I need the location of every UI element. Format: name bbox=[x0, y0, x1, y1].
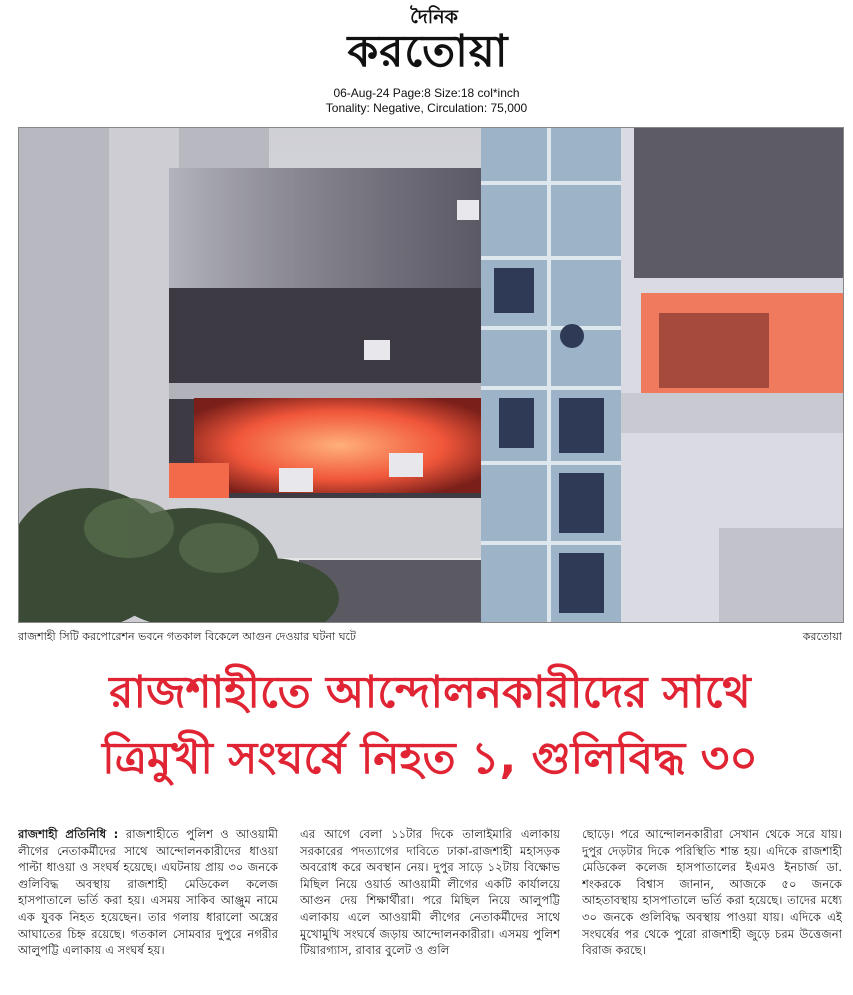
photo-caption: রাজশাহী সিটি করপোরেশন ভবনে গতকাল বিকেলে আগুন দেওয়ার ঘটনা ঘটে bbox=[18, 630, 356, 643]
tonality-info: Tonality: Negative, Circulation: 75,000 bbox=[325, 101, 528, 115]
photo-caption-row bbox=[18, 629, 842, 645]
article-body bbox=[18, 826, 842, 992]
burning-building-illustration bbox=[19, 128, 843, 622]
headline-line-1: রাজশাহীতে আন্দোলনকারীদের সাথে bbox=[109, 667, 751, 718]
clip-info: 06-Aug-24 Page:8 Size:18 col*inch bbox=[333, 86, 520, 100]
newspaper-logo: করতোয়া bbox=[347, 26, 509, 77]
dateline: রাজশাহী প্রতিনিধি : bbox=[18, 827, 126, 841]
newspaper-name-prefix: দৈনিক bbox=[410, 6, 458, 28]
headline bbox=[18, 660, 842, 792]
masthead bbox=[0, 0, 853, 118]
article-column-1 bbox=[18, 826, 278, 992]
column-1-text: রাজশাহীতে পুলিশ ও আওয়ামী লীগের নেতাকর্মীদের সাথে আন্দোলনকারীদের ধাওয়া পাল্টা ধাওয়া ও সংঘর্ষ হয়েছে। এঘটনায় প্রায় ৩০ জনকে গুলিবিদ্ধ অবস্থায় রাজশাহী মেডিকেল কলেজ হাসপাতালে ভর্তি করা হয়। এসময় সাকিব আঞ্জুম নামে এক যুবক নিহত হয়েছেন। তার গলায় ধারালো অস্ত্রের আঘাতের চিহ্ন রয়েছে। গতকাল সোমবার দুপুরে নগরীর আলুপট্টি এলাকায় এ সংঘর্ষ হয়। bbox=[18, 827, 278, 958]
headline-line-2: ত্রিমুখী সংঘর্ষে নিহত ১, গুলিবিদ্ধ ৩০ bbox=[102, 733, 758, 784]
article-column-2: এর আগে বেলা ১১টার দিকে তালাইমারি এলাকায় সরকারের পদত্যাগের দাবিতে ঢাকা-রাজশাহী মহাসড়ক অবরোধ করে অবস্থান নেয়। দুপুর সাড়ে ১২টায় বিক্ষোভ মিছিল নিয়ে ওয়ার্ড আওয়ামী লীগের একটি কার্যালয়ে আগুন দেয় শিক্ষার্থীরা। পরে মিছিল নিয়ে আলুপট্টি এলাকায় এলে আওয়ামী লীগের নেতাকর্মীদের সাথে মুখোমুখি সংঘর্ষে জড়ায় আন্দোলনকারীরা। এসময় পুলিশ টিয়ারগ্যাস, রাবার বুলেট ও গুলি bbox=[300, 827, 560, 958]
article-column-3: ছোড়ে। পরে আন্দোলনকারীরা সেখান থেকে সরে যায়। দুপুর দেড়টার দিকে পরিস্থিতি শান্ত হয়। এদিকে রাজশাহী মেডিকেল কলেজ হাসপাতালের ইএমও ইনচার্জ ডা. শংকরকে বিশ্বাস জানান, আজকে ৫০ জনকে আহতাবস্থায় হাসপাতালে ভর্তি করা হয়েছে। তাদের মধ্যে ৩০ জনকে গুলিবিদ্ধ অবস্থায় পাওয়া যায়। এদিকে এই সংঘর্ষের পর থেকে পুরো রাজশাহী জুড়ে চরম উত্তেজনা বিরাজ করছে। bbox=[582, 827, 842, 958]
photo-credit: করতোয়া bbox=[802, 630, 842, 643]
news-photo bbox=[18, 127, 844, 623]
